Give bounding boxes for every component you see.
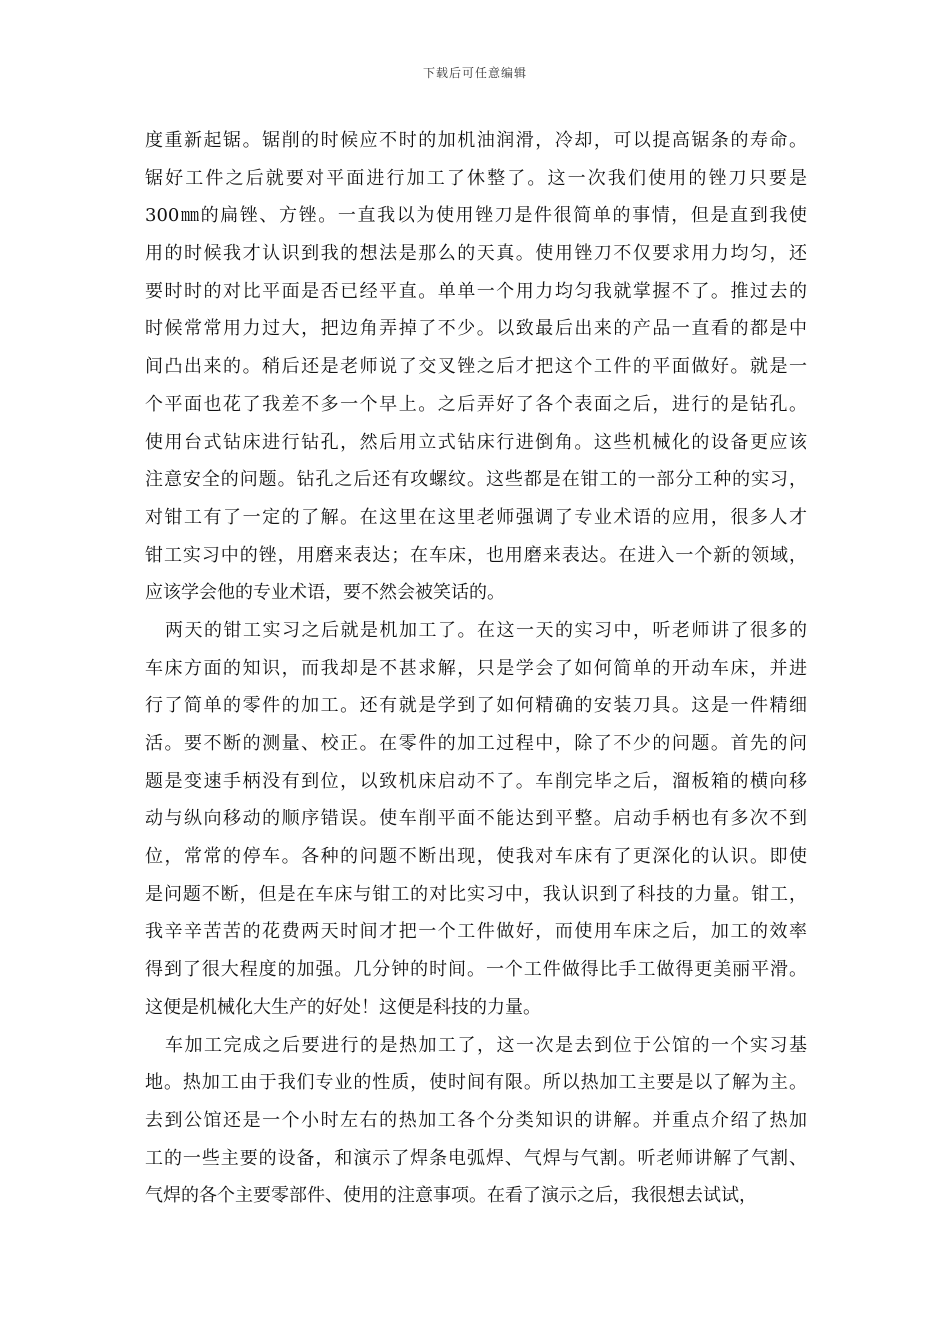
text-line: 工的一些主要的设备，和演示了焊条电弧焊、气焊与气割。听老师讲解了气割、 (145, 1147, 807, 1169)
text-line: 位，常常的停车。各种的问题不断出现，使我对车床有了更深化的认识。即使 (145, 846, 807, 868)
text-line: 钳工实习中的锉，用磨来表达；在车床，也用磨来表达。在进入一个新的领域， (145, 544, 807, 566)
text-line: 锯好工件之后就要对平面进行加工了休整了。这一次我们使用的锉刀只要是 (145, 167, 807, 189)
text-line: 动与纵向移动的顺序错误。使车削平面不能达到平整。启动手柄也有多次不到 (145, 808, 807, 830)
text-line: 个平面也花了我差不多一个早上。之后弄好了各个表面之后，进行的是钻孔。 (145, 393, 807, 415)
text-line: 是问题不断，但是在车床与钳工的对比实习中，我认识到了科技的力量。钳工， (145, 883, 807, 905)
text-line: 气焊的各个主要零部件、使用的注意事项。在看了演示之后，我很想去试试， (145, 1185, 757, 1207)
text-line: 时候常常用力过大，把边角弄掉了不少。以致最后出来的产品一直看的都是中 (145, 318, 807, 340)
text-line: 使用台式钻床进行钻孔，然后用立式钻床行进倒角。这些机械化的设备更应该 (145, 431, 807, 453)
text-line: 对钳工有了一定的了解。在这里在这里老师强调了专业术语的应用，很多人才 (145, 506, 807, 528)
text-line: 我辛辛苦苦的花费两天时间才把一个工件做好，而使用车床之后，加工的效率 (145, 921, 807, 943)
text-line: 题是变速手柄没有到位，以致机床启动不了。车削完毕之后，溜板箱的横向移 (145, 770, 807, 792)
text-line: 注意安全的问题。钻孔之后还有攻螺纹。这些都是在钳工的一部分工种的实习， (145, 469, 807, 491)
text-line: 应该学会他的专业术语，要不然会被笑话的。 (145, 582, 505, 604)
text-line: 地。热加工由于我们专业的性质，使时间有限。所以热加工主要是以了解为主。 (145, 1072, 807, 1094)
paragraph-first-line: 车加工完成之后要进行的是热加工了，这一次是去到位于公馆的一个实习基 (165, 1034, 807, 1056)
body-text (145, 122, 807, 1215)
text-line: 度重新起锯。锯削的时候应不时的加机油润滑，冷却，可以提高锯条的寿命。 (145, 130, 807, 151)
page-header: 下载后可任意编辑 (422, 66, 527, 80)
paragraph-first-line: 两天的钳工实习之后就是机加工了。在这一天的实习中，听老师讲了很多的 (165, 619, 807, 641)
text-line: 得到了很大程度的加强。几分钟的时间。一个工件做得比手工做得更美丽平滑。 (145, 959, 807, 981)
text-line: 去到公馆还是一个小时左右的热加工各个分类知识的讲解。并重点介绍了热加 (145, 1109, 807, 1131)
text-line: 300㎜的扁锉、方锉。一直我以为使用锉刀是件很简单的事情，但是直到我使 (145, 205, 807, 227)
text-line: 用的时候我才认识到我的想法是那么的天真。使用锉刀不仅要求用力均匀，还 (145, 243, 807, 265)
text-line: 这便是机械化大生产的好处！这便是科技的力量。 (145, 996, 541, 1018)
text-line: 要时时的对比平面是否已经平直。单单一个用力均匀我就掌握不了。推过去的 (145, 280, 807, 302)
text-line: 间凸出来的。稍后还是老师说了交叉锉之后才把这个工件的平面做好。就是一 (145, 356, 807, 378)
text-line: 车床方面的知识，而我却是不甚求解，只是学会了如何简单的开动车床，并进 (145, 657, 807, 679)
text-line: 行了简单的零件的加工。还有就是学到了如何精确的安装刀具。这是一件精细 (145, 695, 807, 717)
text-line: 活。要不断的测量、校正。在零件的加工过程中，除了不少的问题。首先的问 (145, 733, 807, 754)
